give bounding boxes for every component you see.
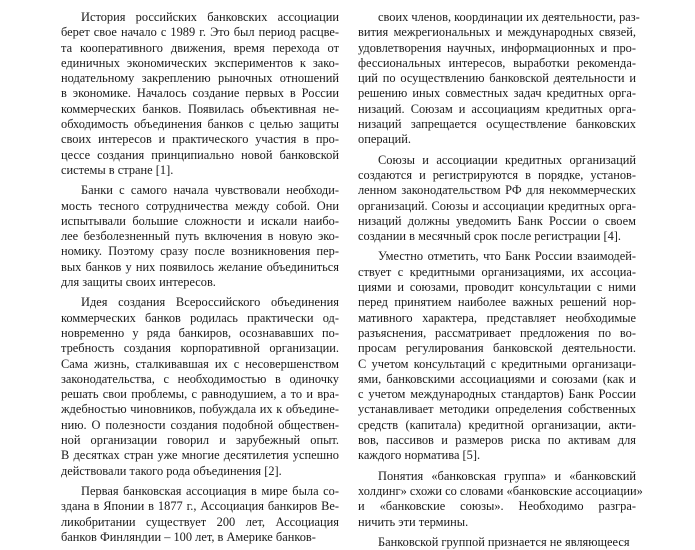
text-line: Союзы и ассоциации кредитных организаций — [378, 152, 636, 167]
right-text-column — [358, 10, 643, 549]
text-line: ствует с кредитными организациями, их ассоциа- — [358, 264, 636, 279]
text-line: каждого норматива [5]. — [358, 448, 481, 463]
text-line: ций по осуществлению банковской деятельности и — [358, 71, 636, 86]
text-line: ями, банковскими ассоциациями и союзами (как и — [358, 371, 636, 386]
text-line: История российских банковских ассоциации — [81, 10, 339, 24]
text-line: номику. Поэтому сразу после возникновения пер- — [61, 244, 339, 259]
paragraph-p1 — [61, 10, 339, 178]
paragraph-p9 — [358, 535, 636, 550]
text-line: единичных экономических экспериментов к зако- — [61, 55, 339, 70]
text-line: и «банковские союзы». Необходимо разгра- — [358, 499, 636, 514]
text-line: для защиты своих интересов. — [61, 275, 216, 290]
text-line: коммерческих банков родилась практически од- — [61, 310, 339, 325]
text-line: операций. — [358, 132, 412, 147]
text-line: своих интересов и практического участия в про- — [61, 132, 339, 147]
paragraph-p5 — [358, 10, 640, 148]
text-line: фессиональных интересов, выработки рекоменда- — [358, 55, 636, 70]
text-line: здана в Японии в 1877 г., Ассоциация банкиров Ве- — [61, 499, 339, 514]
text-line: Идея создания Всероссийского объединения — [81, 295, 339, 310]
text-line: организаций. Союзы и ассоциации кредитных орга- — [358, 198, 636, 213]
text-line: мативного характера, представляет необходимые — [358, 310, 636, 325]
text-line: действовали такого рода объединения [2]. — [61, 463, 282, 478]
text-line: ничить эти термины. — [358, 514, 469, 529]
text-line: низаций запрещается осуществление банковских — [358, 117, 636, 132]
paragraph-p8 — [358, 468, 643, 530]
text-line: Понятия «банковская группа» и «банковский — [378, 468, 636, 483]
text-line: требность создания корпоративной организации. — [61, 341, 339, 356]
text-line: законодательства, с необходимостью в одиночку — [61, 371, 339, 386]
text-line: с учетом международных стандартов) Банк России — [358, 387, 636, 402]
paragraph-p6 — [358, 153, 636, 245]
text-line: банков Финляндии – 100 лет, в Америке банков- — [61, 529, 316, 544]
text-line: берет свое начало с 1989 г. Это был период расцве- — [61, 25, 339, 40]
text-line: Сама жизнь, сталкивавшая их с несовершенством — [61, 356, 339, 371]
text-line: циями и союзами, проводит консультации с ними — [358, 280, 636, 295]
text-line: низаций. Союзам и ассоциациям кредитных орга- — [358, 101, 636, 116]
text-line: своих членов, координации их деятельности, раз- — [378, 10, 640, 24]
text-line: просам регулирования банковской деятельности. — [358, 341, 636, 356]
paragraph-p2 — [61, 183, 339, 290]
text-line: та кооперативного движения, время перехода от — [61, 40, 339, 55]
text-line: удовлетворения научных, информационных и про- — [358, 40, 636, 55]
text-line: разъяснения, рассматривает предложения по во- — [358, 325, 636, 340]
left-text-column — [61, 10, 339, 544]
text-line: низаций должны уведомить Банк России о своем — [358, 213, 636, 228]
text-line: нию. О полезности создания подобной обществен- — [61, 417, 339, 432]
text-line: в экономике. Началось создание первых в России — [61, 86, 339, 101]
text-line: обходимость объединения банков с целью защиты — [61, 117, 339, 132]
text-line: создаются и регистрируются в порядке, установ- — [358, 167, 636, 182]
text-line: вов, пассивов и размеров риска по активам для — [358, 433, 636, 448]
text-line: вых банков у них появилось желание объединиться — [61, 259, 339, 274]
text-line: лее безболезненный путь включения в новую эко- — [61, 229, 339, 244]
text-line: Уместно отметить, что Банк России взаимодей- — [378, 249, 636, 264]
paragraph-p3 — [61, 295, 339, 479]
text-line: ликобритании существует 200 лет, Ассоциация — [61, 514, 339, 529]
text-line: Банки с самого начала чувствовали необходи- — [81, 183, 339, 198]
text-line: В десятках стран уже многие десятилетия успешно — [61, 448, 339, 463]
text-line: ной организации говорил и зарубежный опыт. — [61, 433, 339, 448]
paragraph-p4 — [61, 484, 339, 545]
text-line: Банковской группой признается не являющееся — [378, 534, 630, 549]
text-line: решать свои проблемы, с равнодушием, а то и вра- — [61, 387, 339, 402]
text-line: решению иных совместных задач кредитных орга- — [358, 86, 636, 101]
text-line: создании в месячный срок после регистрации [4]. — [358, 229, 621, 244]
text-line: перед принятием наиболее важных решений нор- — [358, 295, 636, 310]
text-line: системы в стране [1]. — [61, 162, 174, 177]
text-line: новременно у ряда банкиров, осознававших по- — [61, 325, 339, 340]
text-line: нодательному закреплению рыночных отношений — [61, 71, 339, 86]
text-line: Первая банковская ассоциация в мире была со- — [81, 483, 339, 498]
text-line: вития межрегиональных и международных связей, — [358, 25, 636, 40]
text-line: коммерческих банков. Появилась объективная не- — [61, 101, 339, 116]
text-line: ленном законодательством РФ для некоммерческих — [358, 183, 636, 198]
paragraph-p7 — [358, 249, 636, 463]
text-line: цессе создания принципиально новой банковской — [61, 147, 339, 162]
text-line: устанавливает методики определения собственных — [358, 402, 636, 417]
text-line: ждебностью чиновников, побуждала их к объедине- — [61, 402, 339, 417]
text-line: средств (капитала) кредитной организации, акти- — [358, 417, 636, 432]
text-line: испытывали большие сложности и искали наибо- — [61, 213, 339, 228]
text-line: мость тесного сотрудничества между собой. Они — [61, 198, 339, 213]
text-line: холдинг» схожи со словами «банковские ассоциации» — [358, 483, 643, 498]
text-line: С учетом консультаций с кредитными организаци- — [358, 356, 636, 371]
